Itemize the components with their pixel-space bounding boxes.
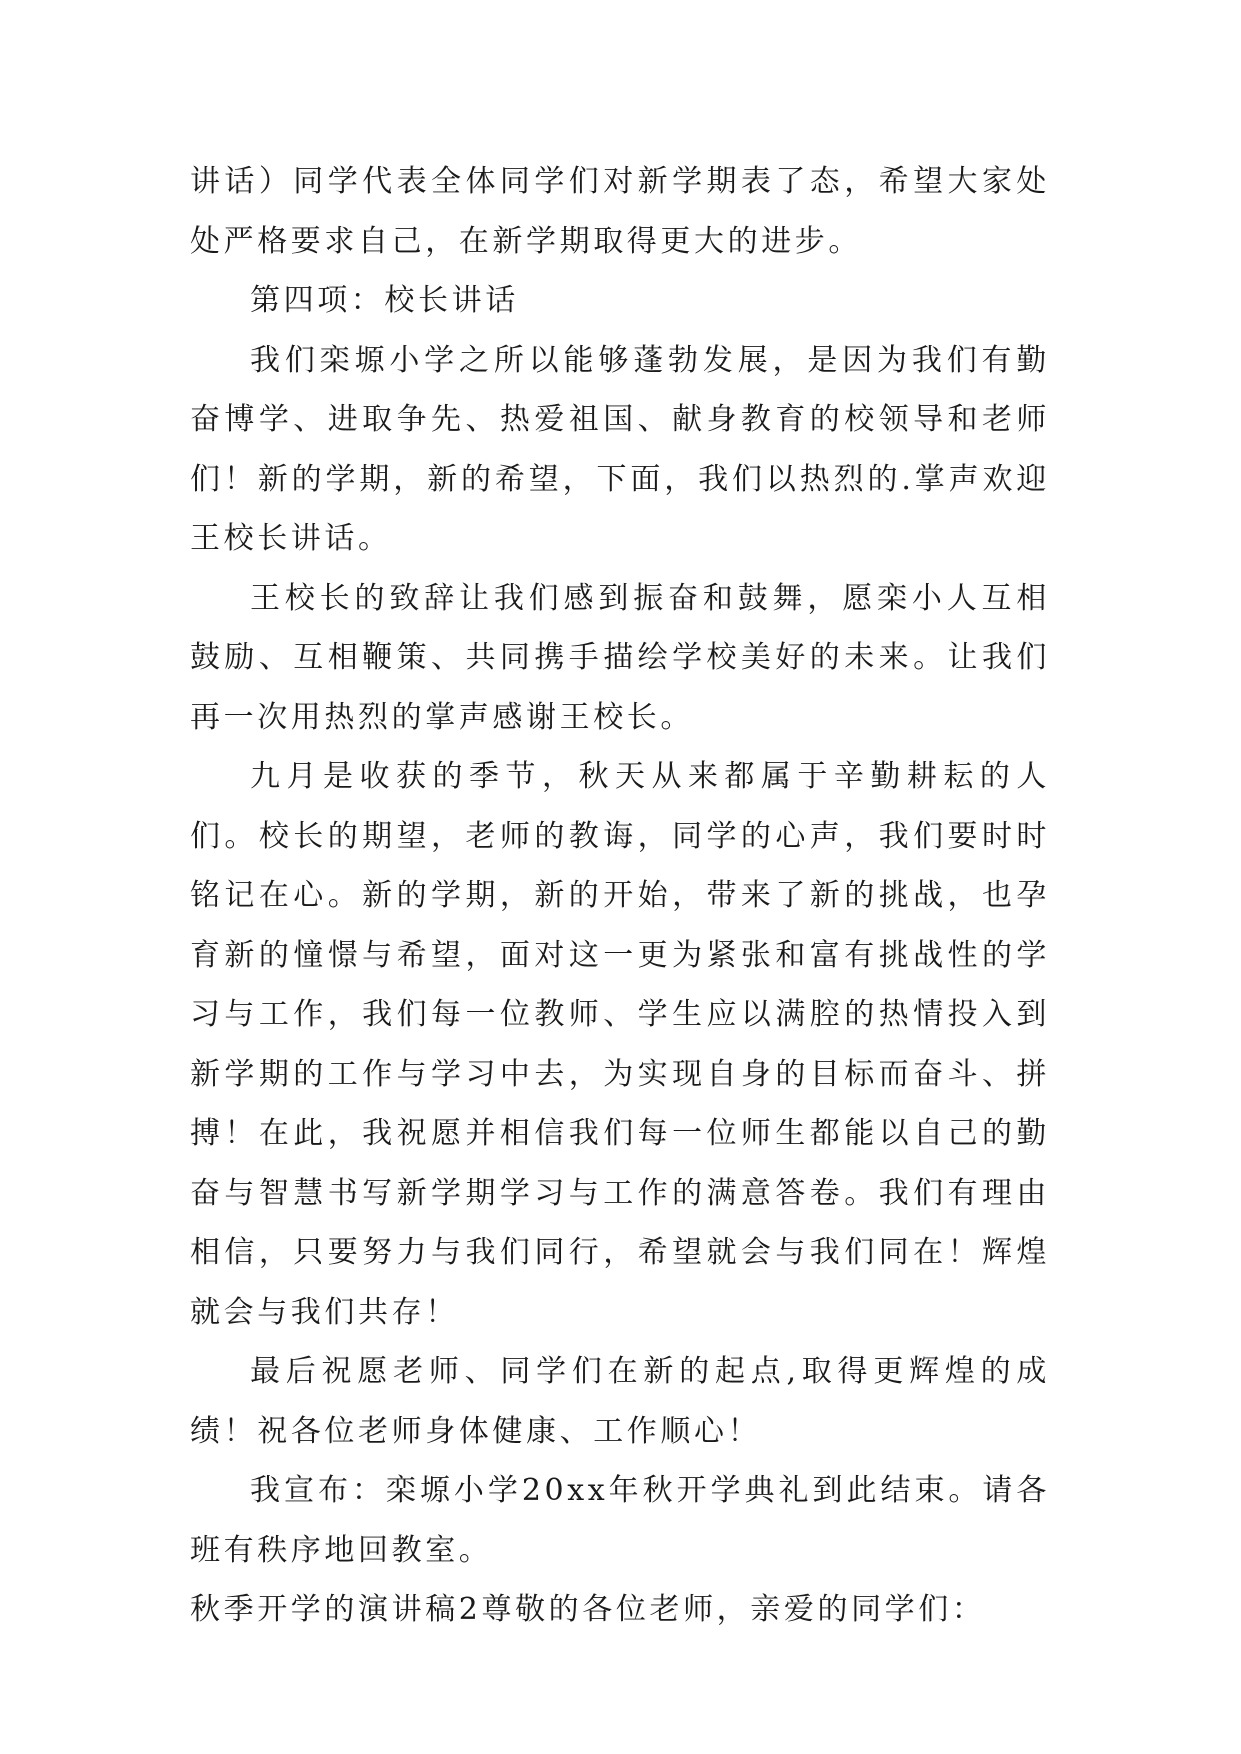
paragraph-2-heading: 第四项：校长讲话: [250, 283, 519, 318]
paragraph-5: 九月是收获的季节，秋天从来都属于辛勤耕耘的人们。校长的期望，老师的教诲，同学的心声，我们要时时铭记在心。新的学期，新的开始，带来了新的挑战，也孕育新的憧憬与希望，面对这一更为紧张和富有挑战性的学习与工作，我们每一位教师、学生应以满腔的热情投入到新学期的工作与学习中去，为实现自身的目标而奋斗、拼搏！在此，我祝愿并相信我们每一位师生都能以自己的勤奋与智慧书写新学期学习与工作的满意答卷。我们有理由相信，只要努力与我们同行，希望就会与我们同在！辉煌就会与我们共存！: [190, 759, 1050, 1330]
paragraph-1: 讲话）同学代表全体同学们对新学期表了态，希望大家处处严格要求自己，在新学期取得更大的进步。: [190, 164, 1050, 259]
paragraph-6: 最后祝愿老师、同学们在新的起点,取得更辉煌的成绩！祝各位老师身体健康、工作顺心！: [190, 1354, 1050, 1449]
paragraph-8: 秋季开学的演讲稿2尊敬的各位老师，亲爱的同学们：: [190, 1592, 986, 1627]
paragraph-4: 王校长的致辞让我们感到振奋和鼓舞，愿栾小人互相鼓励、互相鞭策、共同携手描绘学校美好的未来。让我们再一次用热烈的掌声感谢王校长。: [190, 580, 1050, 735]
paragraph-3: 我们栾塬小学之所以能够蓬勃发展，是因为我们有勤奋博学、进取争先、热爱祖国、献身教育的校领导和老师们！新的学期，新的希望，下面，我们以热烈的.掌声欢迎王校长讲话。: [190, 342, 1050, 556]
paragraph-7: 我宣布：栾塬小学20xx年秋开学典礼到此结束。请各班有秩序地回教室。: [190, 1473, 1050, 1568]
document-body: [190, 152, 1050, 1640]
